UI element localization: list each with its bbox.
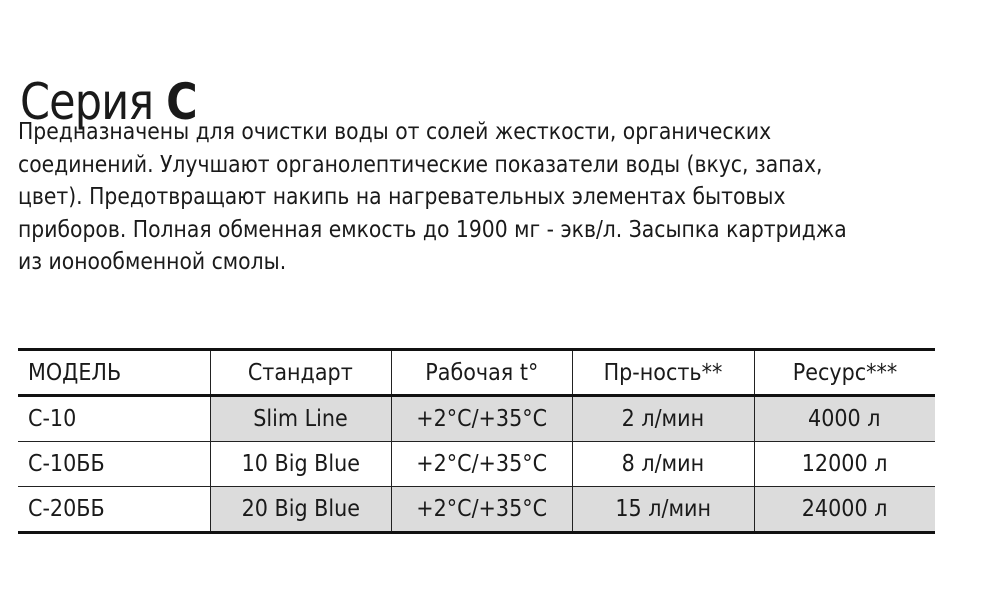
header-row [18, 350, 935, 396]
cell-working-temperature: +2°C/+35°C [391, 442, 572, 487]
cell-standard: 10 Big Blue [210, 442, 391, 487]
description-line-3: цвет). Предотвращают накипь на нагревательных элементах бытовых [18, 184, 786, 210]
table-row [18, 396, 935, 442]
cell-resource: 4000 л [754, 396, 935, 442]
cell-model: С-10ББ [18, 442, 210, 487]
cell-flow-rate: 8 л/мин [572, 442, 754, 487]
table-header [18, 350, 935, 396]
cell-flow-rate: 15 л/мин [572, 487, 754, 533]
description-paragraph [18, 116, 938, 279]
header-resource: Ресурс*** [754, 350, 935, 396]
description-line-2: соединений. Улучшают органолептические показатели воды (вкус, запах, [18, 151, 823, 178]
header-model: МОДЕЛЬ [18, 350, 210, 396]
cell-standard: 20 Big Blue [210, 487, 391, 533]
table-row [18, 442, 935, 487]
cell-working-temperature: +2°C/+35°C [391, 396, 572, 442]
description-line-5: из ионообменной смолы. [18, 249, 287, 275]
cell-resource: 24000 л [754, 487, 935, 533]
header-working-temperature: Рабочая t° [391, 350, 572, 396]
header-flow-rate: Пр-ность** [572, 350, 754, 396]
specifications-table [18, 348, 935, 534]
description-line-4: приборов. Полная обменная емкость до 1900 мг - экв/л. Засыпка картриджа [18, 216, 847, 243]
description-line-1: Предназначены для очистки воды от солей жесткости, органических [18, 119, 772, 145]
cell-working-temperature: +2°C/+35°C [391, 487, 572, 533]
cell-model: С-10 [28, 406, 77, 432]
header-standard: Стандарт [210, 350, 391, 396]
cell-standard: Slim Line [210, 396, 391, 442]
table-body [18, 396, 935, 533]
cell-resource: 12000 л [754, 442, 935, 487]
cell-model: С-20ББ [18, 487, 210, 533]
cell-flow-rate: 2 л/мин [572, 396, 754, 442]
series-letter: C [166, 72, 197, 131]
title-prefix: Серия [20, 72, 154, 131]
table-row [18, 487, 935, 533]
